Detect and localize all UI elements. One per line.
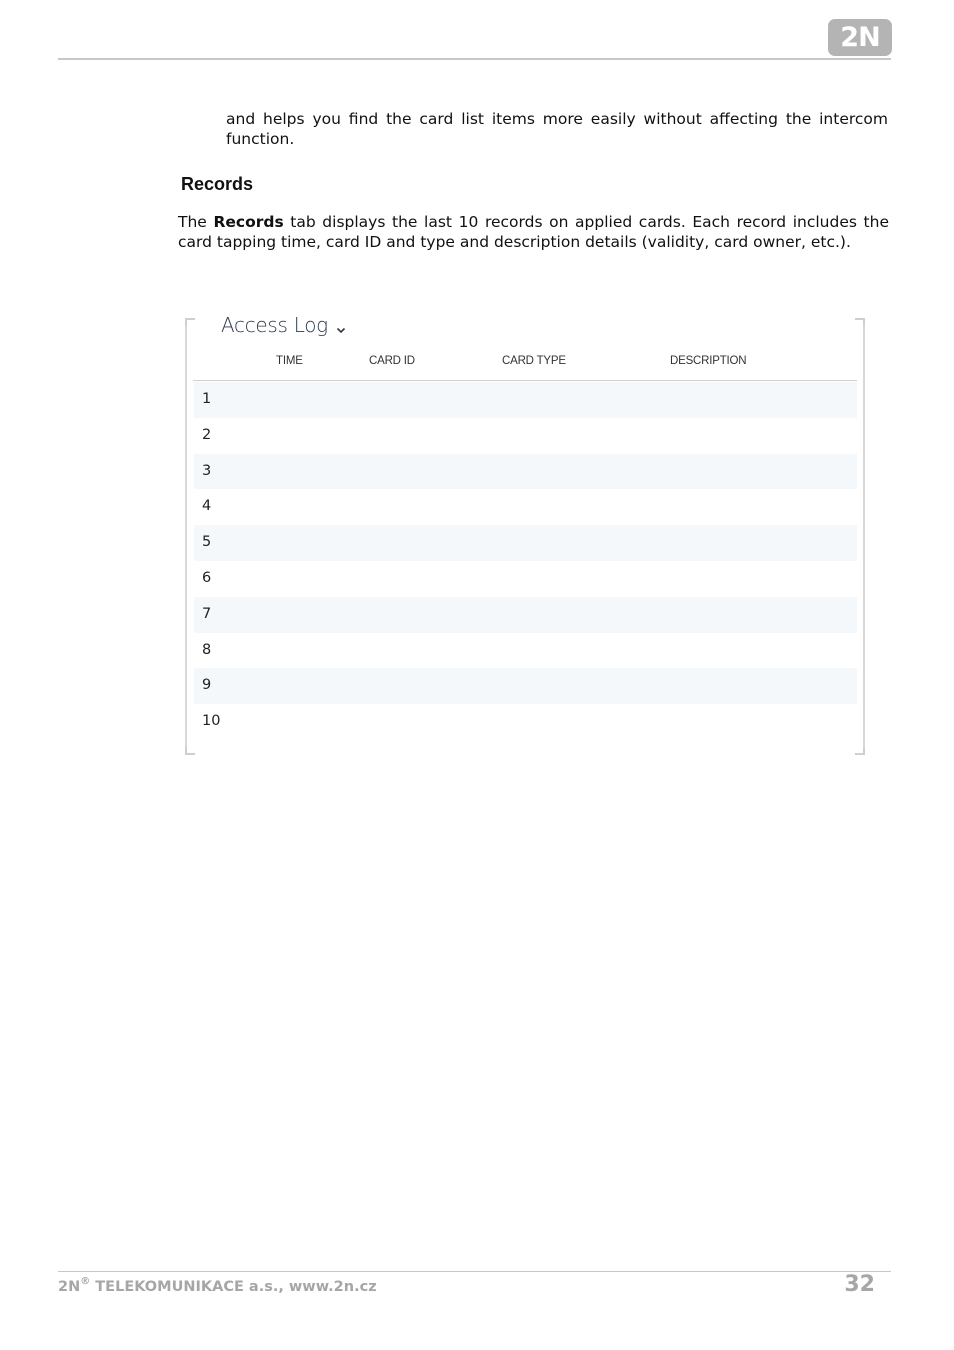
records-paragraph-prefix: The xyxy=(178,213,214,231)
table-row[interactable] xyxy=(194,561,857,597)
table-row[interactable] xyxy=(194,454,857,490)
section-heading: Records xyxy=(181,174,254,194)
table-row[interactable] xyxy=(194,382,857,418)
records-paragraph-suffix: tab displays the last 10 records on applied cards. Each record includes the card tapping time, card ID and type and description details (validity, card owner, etc.). xyxy=(178,213,889,251)
access-log-screenshot xyxy=(185,313,865,755)
table-row[interactable] xyxy=(194,704,857,740)
table-row[interactable] xyxy=(194,597,857,633)
page-number: 32 xyxy=(844,1272,875,1297)
table-row[interactable] xyxy=(194,668,857,704)
table-row[interactable] xyxy=(194,489,857,525)
row-index: 6 xyxy=(202,569,212,586)
registered-mark: ® xyxy=(80,1276,91,1287)
records-paragraph xyxy=(178,213,889,252)
footer-rule xyxy=(58,1271,891,1272)
header-divider xyxy=(193,380,857,381)
table-row[interactable] xyxy=(194,525,857,561)
records-paragraph-bold: Records xyxy=(213,213,284,231)
row-index: 7 xyxy=(202,605,212,622)
footer-company xyxy=(58,1276,377,1295)
row-index: 1 xyxy=(202,391,212,407)
column-header-card-type[interactable]: CARD TYPE xyxy=(502,355,566,367)
access-log-dropdown[interactable] xyxy=(221,310,346,340)
chevron-down-icon xyxy=(336,312,346,342)
row-index: 2 xyxy=(202,426,212,443)
row-index: 3 xyxy=(202,462,212,479)
row-index: 9 xyxy=(202,677,212,694)
row-index: 4 xyxy=(202,498,212,515)
2n-logo xyxy=(828,19,892,56)
table-row[interactable] xyxy=(194,418,857,454)
column-header-card-id[interactable]: CARD ID xyxy=(369,355,415,367)
header-rule xyxy=(58,58,891,60)
intro-paragraph: and helps you find the card list items more easily without affecting the intercom function. xyxy=(226,110,888,148)
row-index: 5 xyxy=(202,534,212,551)
row-index: 10 xyxy=(202,713,221,730)
frame-left-border xyxy=(185,326,187,747)
access-log-table xyxy=(194,382,857,740)
footer-company-prefix: 2N xyxy=(58,1279,81,1295)
footer-company-suffix: TELEKOMUNIKACE a.s., www.2n.cz xyxy=(90,1279,377,1295)
access-log-title: Access Log xyxy=(221,313,328,337)
logo-text: 2N xyxy=(840,22,880,53)
row-index: 8 xyxy=(202,641,212,658)
frame-right-border xyxy=(863,326,865,747)
table-row[interactable] xyxy=(194,633,857,669)
column-header-time[interactable]: TIME xyxy=(276,355,303,367)
column-header-description[interactable]: DESCRIPTION xyxy=(670,355,747,367)
